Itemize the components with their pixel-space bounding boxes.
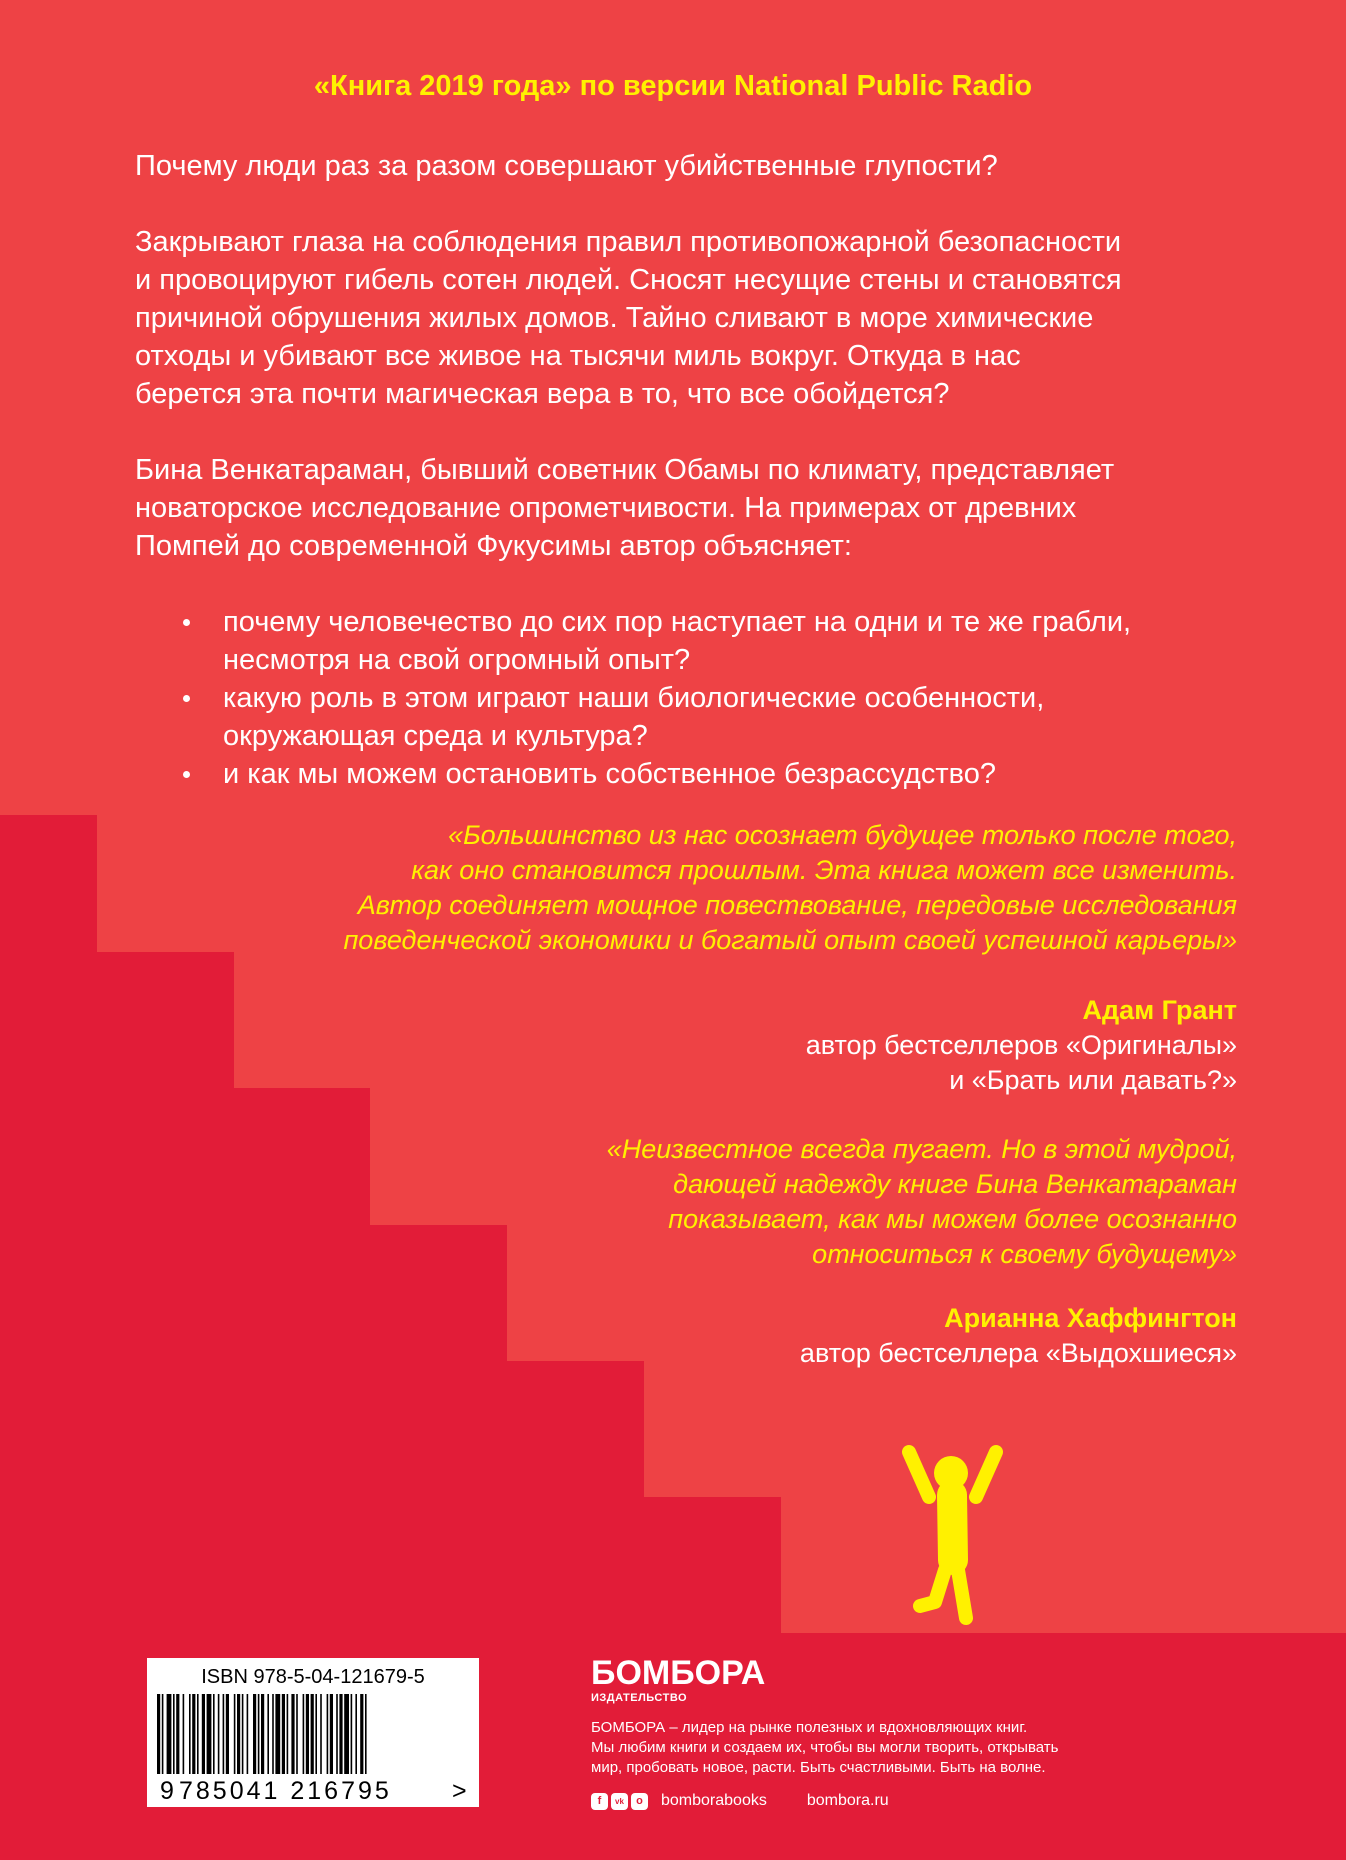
barcode-bar xyxy=(223,1694,225,1774)
barcode-bar xyxy=(253,1694,256,1774)
review-author: Арианна Хаффингтон xyxy=(944,1303,1237,1333)
ean-arrow: > xyxy=(452,1777,467,1805)
barcode-bar xyxy=(197,1694,199,1774)
review-quote: «Неизвестное всегда пугает. Но в этой мудрой, дающей надежду книге Бина Венкатараман показывает, как мы можем более осознанно относиться к своему будущему» xyxy=(606,1134,1237,1269)
barcode-bar xyxy=(234,1694,236,1774)
publisher-subtitle: ИЗДАТЕЛЬСТВО xyxy=(591,1692,688,1704)
social-handle[interactable]: bomborabooks xyxy=(661,1792,767,1809)
barcode-bar xyxy=(327,1694,329,1774)
publisher-social xyxy=(591,1790,889,1812)
review-author-desc: автор бестселлеров «Оригиналы» и «Брать или давать?» xyxy=(805,1030,1237,1095)
barcode-bar xyxy=(237,1694,240,1774)
bullet-text: почему человечество до сих пор наступает на одни и те же грабли, несмотря на свой огромный опыт? xyxy=(223,606,1132,676)
award-banner: «Книга 2019 года» по версии National Public Radio xyxy=(313,70,1033,102)
list-item xyxy=(135,603,1245,679)
list-item xyxy=(135,755,1245,793)
list-item xyxy=(135,679,1245,755)
barcode-icon xyxy=(157,1694,467,1780)
barcode-bar xyxy=(183,1694,185,1774)
barcode-bar xyxy=(344,1694,349,1774)
publisher-description: БОМБОРА – лидер на рынке полезных и вдохновляющих книг. Мы любим книги и создаем их, чтобы вы могли творить, открывать мир, пробовать новое, расти. Быть счастливыми. Быть на волне. xyxy=(591,1719,1059,1776)
barcode-bar xyxy=(306,1694,309,1774)
bullet-text: и как мы можем остановить собственное безрассудство? xyxy=(223,758,996,790)
review-author-desc: автор бестселлера «Выдохшиеся» xyxy=(799,1338,1237,1368)
barcode-bar xyxy=(162,1694,164,1774)
isbn-number: ISBN 978-5-04-121679-5 xyxy=(201,1666,425,1688)
barcode-bar xyxy=(291,1694,294,1774)
bullet-text: какую роль в этом играют наши биологические особенности, окружающая среда и культура? xyxy=(223,682,1045,752)
bullet-list xyxy=(135,603,1245,793)
barcode-bar xyxy=(242,1694,244,1774)
ean-first-digit: 9 xyxy=(160,1777,174,1805)
vk-icon[interactable]: vk xyxy=(611,1793,628,1810)
jumping-person-figure xyxy=(909,1452,996,1618)
intro-question: Почему люди раз за разом совершают убийственные глупости? xyxy=(135,150,998,182)
barcode-bar xyxy=(267,1694,269,1774)
barcode-bar xyxy=(336,1694,338,1774)
barcode-bar xyxy=(226,1694,229,1774)
barcode-bar xyxy=(157,1694,160,1774)
barcode-bar xyxy=(303,1694,305,1774)
barcode-bar xyxy=(365,1694,367,1774)
barcode-bar xyxy=(218,1694,220,1774)
facebook-icon[interactable]: f xyxy=(591,1793,608,1810)
barcode-bar xyxy=(247,1694,249,1774)
barcode-bar xyxy=(275,1694,280,1774)
description-block xyxy=(135,147,1245,793)
odnoklassniki-icon[interactable]: o xyxy=(631,1793,648,1810)
barcode-bar xyxy=(330,1694,333,1774)
publisher-logo: БОМБОРА xyxy=(591,1654,766,1692)
barcode-bar xyxy=(176,1694,179,1774)
barcode-bar xyxy=(207,1694,212,1774)
barcode-bar xyxy=(189,1694,191,1774)
barcode-bar xyxy=(311,1694,314,1774)
barcode-bar xyxy=(315,1694,317,1774)
bullet-icon xyxy=(183,619,190,626)
barcode-bar xyxy=(173,1694,175,1774)
barcode-bar xyxy=(351,1694,353,1774)
barcode-bar xyxy=(258,1694,260,1774)
barcode-bar xyxy=(355,1694,357,1774)
barcode-bar xyxy=(192,1694,195,1774)
isbn-barcode xyxy=(147,1658,479,1807)
publisher-website-link[interactable]: bombora.ru xyxy=(806,1792,889,1809)
bullet-icon xyxy=(183,695,190,702)
author-intro-paragraph: Бина Венкатараман, бывший советник Обамы по климату, представляет новаторское исследование опрометчивости. На примерах от древних Помпей до современной Фукусимы автор объясняет: xyxy=(135,454,1115,562)
barcode-bar xyxy=(202,1694,205,1774)
barcode-bar xyxy=(296,1694,298,1774)
barcode-bar xyxy=(287,1694,289,1774)
barcode-bar xyxy=(360,1694,363,1774)
review-author: Адам Грант xyxy=(1082,995,1237,1025)
ean-digits: 785041 216795 xyxy=(179,1777,392,1805)
barcode-bar xyxy=(320,1694,322,1774)
barcode-bar xyxy=(339,1694,342,1774)
intro-paragraph: Закрывают глаза на соблюдения правил противопожарной безопасности и провоцируют гибель сотен людей. Сносят несущие стены и становятся причиной обрушения жилых домов. Тайно сливают в море химические отходы и убивают все живое на тысячи миль вокруг. Откуда в нас берется эта почти магическая вера в то, что все обойдется? xyxy=(135,226,1122,410)
barcode-bar xyxy=(272,1694,274,1774)
barcode-bar xyxy=(282,1694,285,1774)
review-quote: «Большинство из нас осознает будущее только после того, как оно становится прошлым. Эта книга может все изменить. Автор соединяет мощное повествование, передовые исследования поведенческой экономики и богатый опыт своей успешной карьеры» xyxy=(343,820,1237,955)
bullet-icon xyxy=(183,771,190,778)
barcode-bar xyxy=(213,1694,215,1774)
barcode-bar xyxy=(261,1694,264,1774)
barcode-bar xyxy=(167,1694,172,1774)
